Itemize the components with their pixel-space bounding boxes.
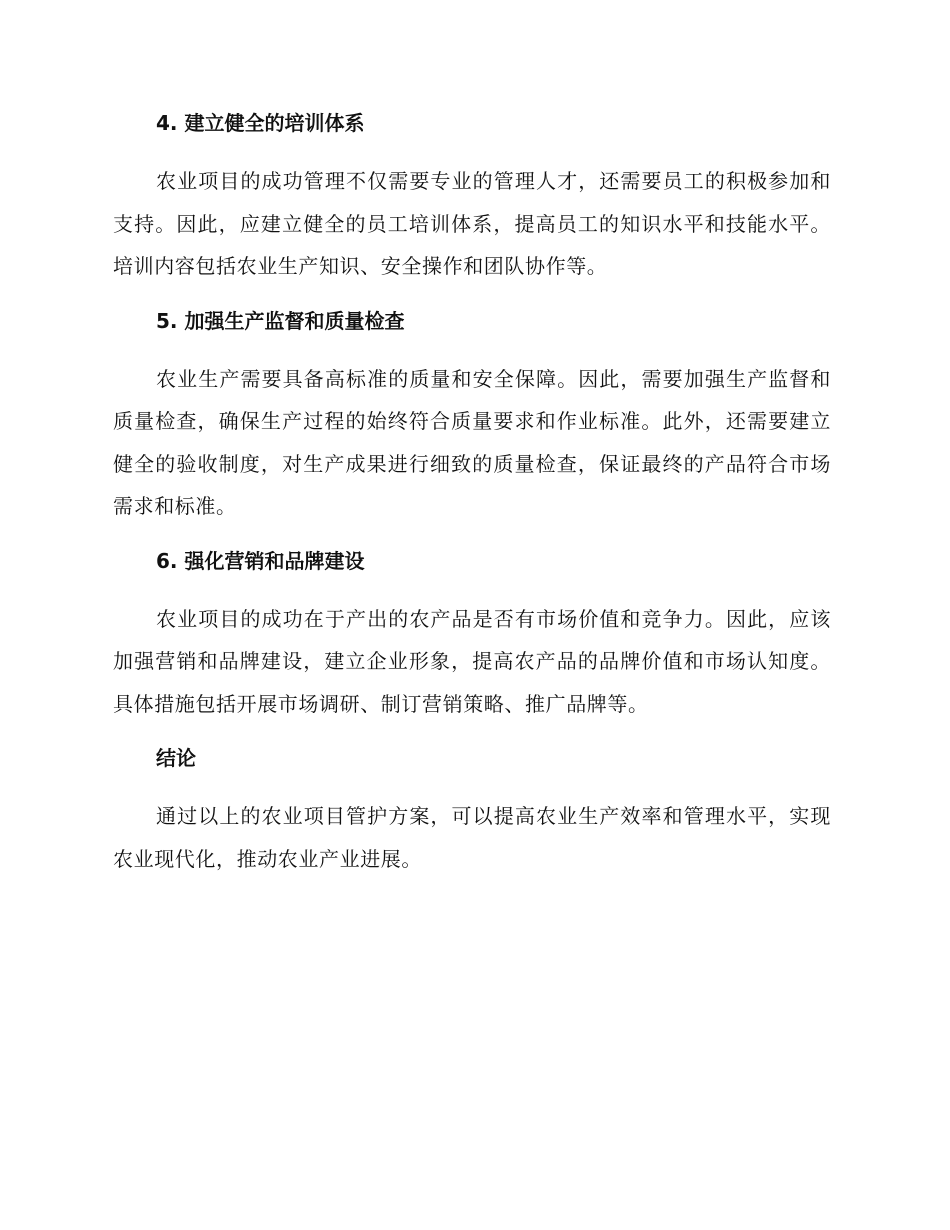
section-paragraph-conclusion: 通过以上的农业项目管护方案，可以提高农业生产效率和管理水平，实现农业现代化，推动农业产业进展。 <box>113 804 831 871</box>
section-heading-marketing: 6. 强化营销和品牌建设 <box>156 548 365 573</box>
section-paragraph-marketing: 农业项目的成功在于产出的农产品是否有市场价值和竞争力。因此，应该加强营销和品牌建设，建立企业形象，提高农产品的品牌价值和市场认知度。具体措施包括开展市场调研、制订营销策略、推广品牌等。 <box>113 606 831 716</box>
section-heading-quality: 5. 加强生产监督和质量检查 <box>156 308 405 333</box>
section-paragraph-training: 农业项目的成功管理不仅需要专业的管理人才，还需要员工的积极参加和支持。因此，应建立健全的员工培训体系，提高员工的知识水平和技能水平。培训内容包括农业生产知识、安全操作和团队协作等。 <box>113 169 831 278</box>
section-paragraph-quality: 农业生产需要具备高标准的质量和安全保障。因此，需要加强生产监督和质量检查，确保生产过程的始终符合质量要求和作业标准。此外，还需要建立健全的验收制度，对生产成果进行细致的质量检查，保证最终的产品符合市场需求和标准。 <box>113 366 831 518</box>
document-body <box>113 108 831 898</box>
section-heading-training: 4. 建立健全的培训体系 <box>156 111 365 135</box>
section-heading-conclusion: 结论 <box>156 746 196 770</box>
